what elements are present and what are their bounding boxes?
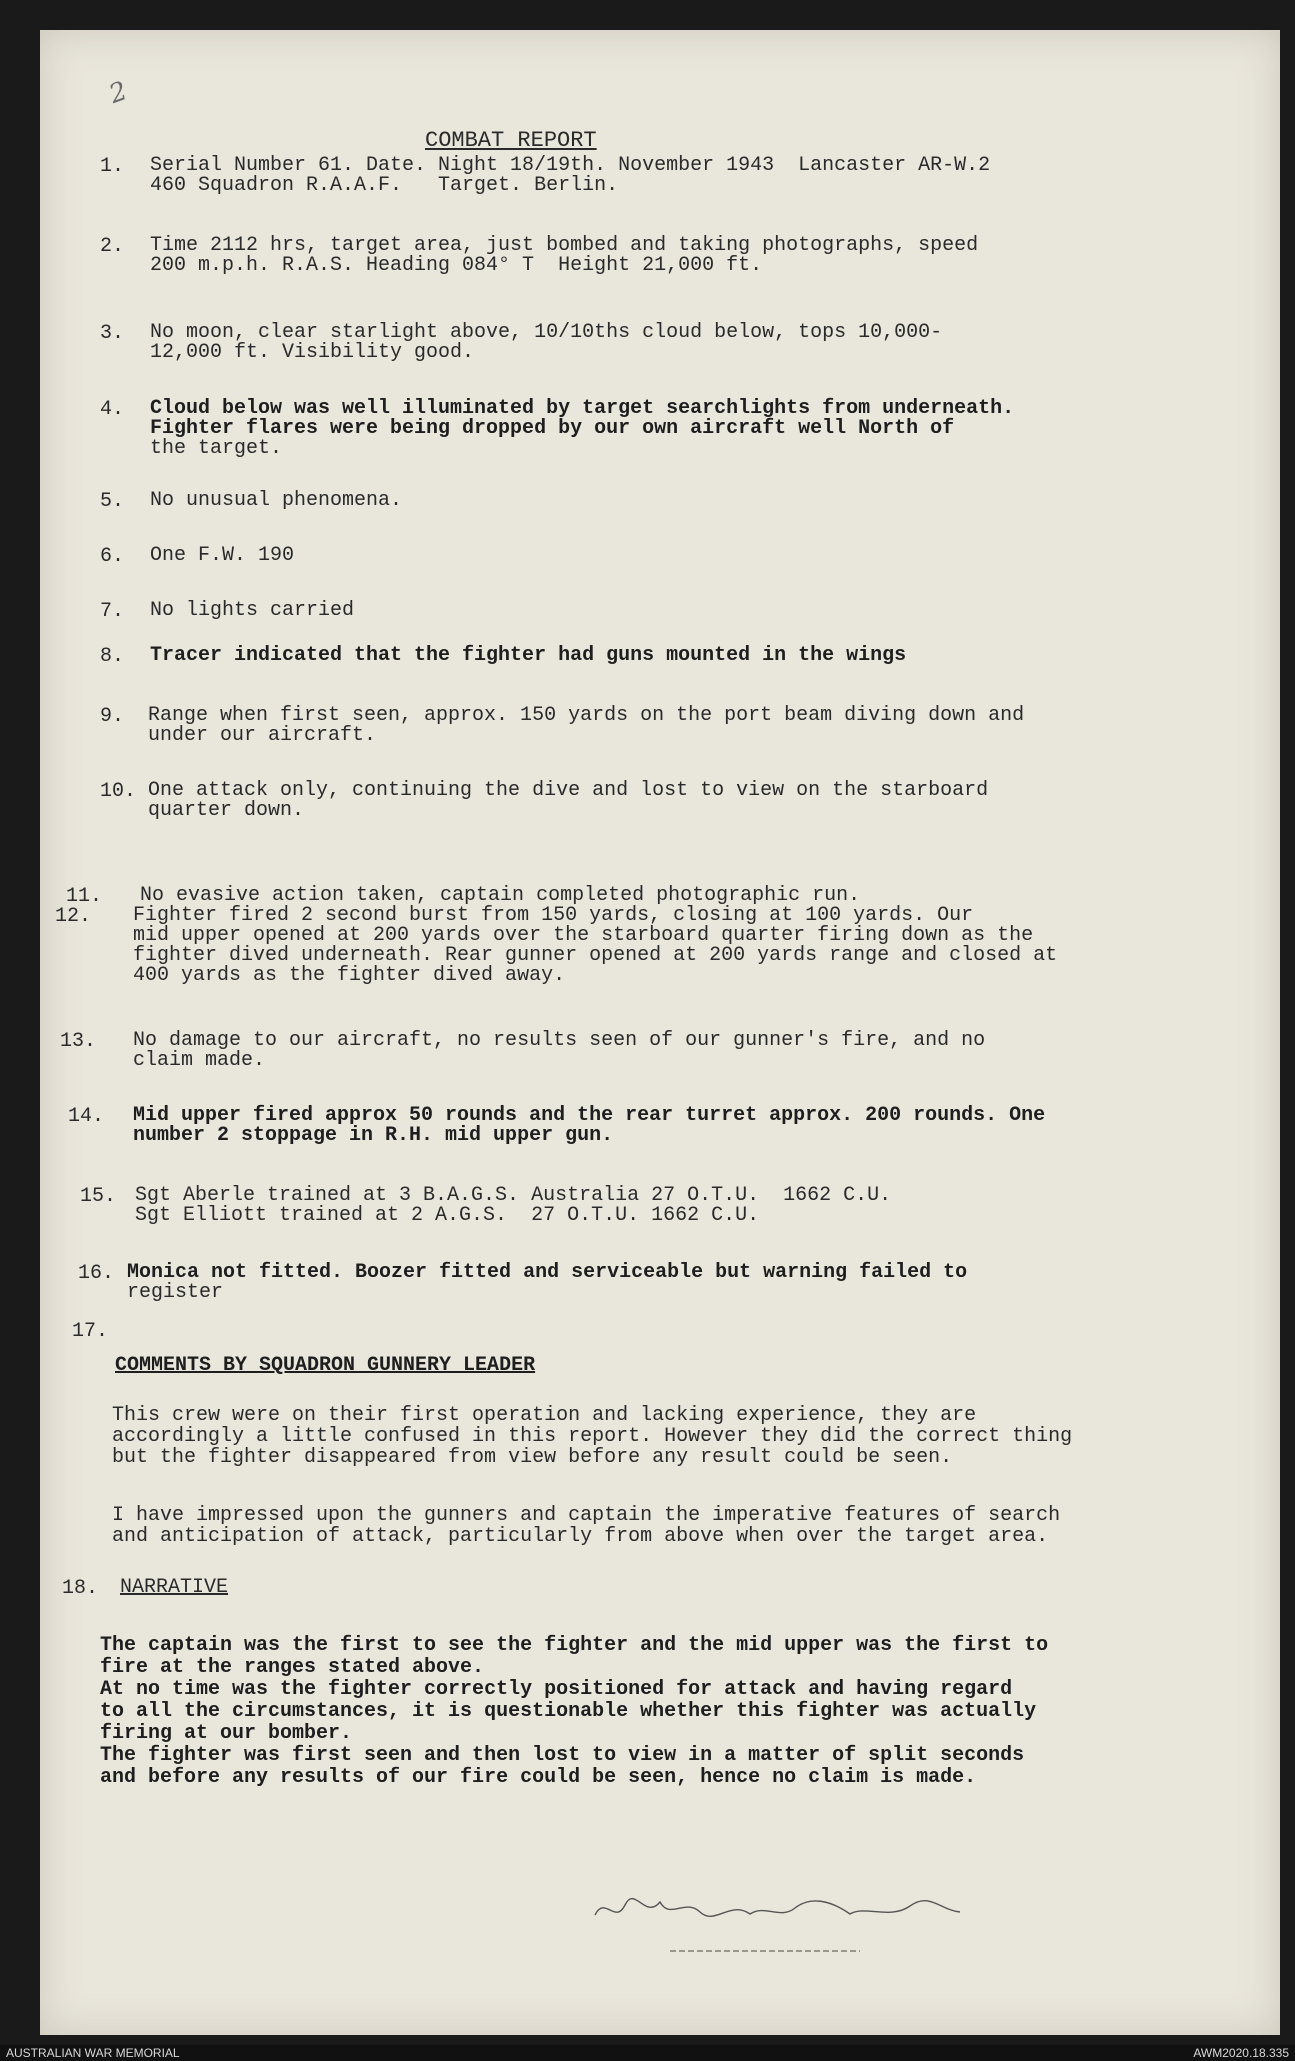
item-line: Sgt Elliott trained at 2 A.G.S. 27 O.T.U. 1662 C.U. [135, 1204, 760, 1227]
faint-stamp [670, 1945, 860, 1957]
item-line: under our aircraft. [148, 724, 377, 747]
item-line: One attack only, continuing the dive and lost to view on the starboard [148, 779, 989, 802]
item-line: Fighter fired 2 second burst from 150 yards, closing at 100 yards. Our [133, 904, 974, 927]
item-number: 16. [78, 1262, 115, 1285]
item-line: No evasive action taken, captain completed photographic run. [140, 884, 861, 907]
item-line: Fighter flares were being dropped by our own aircraft well North of [150, 417, 955, 440]
item-line: fighter dived underneath. Rear gunner opened at 200 yards range and closed at [133, 944, 1058, 967]
item-number: 12. [55, 905, 92, 928]
item-line: No moon, clear starlight above, 10/10ths cloud below, tops 10,000- [150, 321, 943, 344]
item-number: 2. [100, 235, 125, 258]
item-line: Tracer indicated that the fighter had guns mounted in the wings [150, 644, 907, 667]
item-line: Cloud below was well illuminated by target searchlights from underneath. [150, 397, 1015, 420]
item-line: Monica not fitted. Boozer fitted and serviceable but warning failed to [127, 1261, 968, 1284]
item-number: 13. [60, 1030, 97, 1053]
item-number: 9. [100, 705, 125, 728]
comment-line: and anticipation of attack, particularly from above when over the target area. [112, 1525, 1049, 1548]
item-line: Range when first seen, approx. 150 yards on the port beam diving down and [148, 704, 1025, 727]
item-line: No unusual phenomena. [150, 489, 403, 512]
comment-line: but the fighter disappeared from view before any result could be seen. [112, 1446, 953, 1469]
narrative-line: firing at our bomber. [100, 1722, 353, 1745]
item-number: 14. [68, 1105, 105, 1128]
item-number: 4. [100, 398, 125, 421]
item-line: Serial Number 61. Date. Night 18/19th. November 1943 Lancaster AR-W.2 [150, 154, 991, 177]
item-line: mid upper opened at 200 yards over the starboard quarter firing down as the [133, 924, 1034, 947]
item-line: quarter down. [148, 799, 305, 822]
comment-line: accordingly a little confused in this report. However they did the correct thing [112, 1425, 1073, 1448]
narrative-number: 18. [62, 1577, 99, 1600]
comment-line: I have impressed upon the gunners and captain the imperative features of search [112, 1504, 1061, 1527]
item-number: 7. [100, 600, 125, 623]
item-line: register [127, 1281, 224, 1304]
item-number: 8. [100, 645, 125, 668]
narrative-line: The fighter was first seen and then lost to view in a matter of split seconds [100, 1744, 1025, 1767]
signature-text [590, 1920, 601, 1942]
narrative-line: The captain was the first to see the fighter and the mid upper was the first to [100, 1634, 1049, 1657]
item-number: 10. [100, 780, 137, 803]
footer-bar [0, 2045, 1295, 2061]
narrative-heading: NARRATIVE [120, 1576, 229, 1599]
item-line: 12,000 ft. Visibility good. [150, 341, 475, 364]
item-number: 15. [80, 1185, 117, 1208]
item-line: 200 m.p.h. R.A.S. Heading 084° T Height 21,000 ft. [150, 254, 763, 277]
item-line: Mid upper fired approx 50 rounds and the rear turret approx. 200 rounds. One [133, 1104, 1046, 1127]
comment-line: This crew were on their first operation and lacking experience, they are [112, 1404, 977, 1427]
item-line: No damage to our aircraft, no results seen of our gunner's fire, and no [133, 1029, 986, 1052]
item-line: Sgt Aberle trained at 3 B.A.G.S. Australia 27 O.T.U. 1662 C.U. [135, 1184, 892, 1207]
item-number: 5. [100, 490, 125, 513]
narrative-line: and before any results of our fire could be seen, hence no claim is made. [100, 1766, 977, 1789]
item-line: claim made. [133, 1049, 266, 1072]
item-line: 400 yards as the fighter dived away. [133, 964, 566, 987]
footer-reference: AWM2020.18.335 [1193, 2046, 1289, 2060]
item-number: 17. [72, 1320, 109, 1343]
narrative-line: At no time was the fighter correctly positioned for attack and having regard [100, 1678, 1013, 1701]
footer-institution: AUSTRALIAN WAR MEMORIAL [6, 2046, 180, 2060]
narrative-line: fire at the ranges stated above. [100, 1656, 485, 1679]
report-title: COMBAT REPORT [425, 128, 597, 153]
signature-scribble [590, 1890, 970, 1930]
item-number: 11. [66, 885, 103, 908]
item-number: 6. [100, 545, 125, 568]
item-line: Time 2112 hrs, target area, just bombed and taking photographs, speed [150, 234, 979, 257]
narrative-line: to all the circumstances, it is questionable whether this fighter was actually [100, 1700, 1037, 1723]
item-line: 460 Squadron R.A.A.F. Target. Berlin. [150, 174, 619, 197]
comments-heading: COMMENTS BY SQUADRON GUNNERY LEADER [115, 1354, 536, 1377]
item-line: No lights carried [150, 599, 355, 622]
handwritten-page-mark: 2 [105, 76, 132, 110]
item-number: 3. [100, 322, 125, 345]
item-line: One F.W. 190 [150, 544, 295, 567]
item-line: number 2 stoppage in R.H. mid upper gun. [133, 1124, 614, 1147]
item-number: 1. [100, 155, 125, 178]
item-line: the target. [150, 437, 283, 460]
